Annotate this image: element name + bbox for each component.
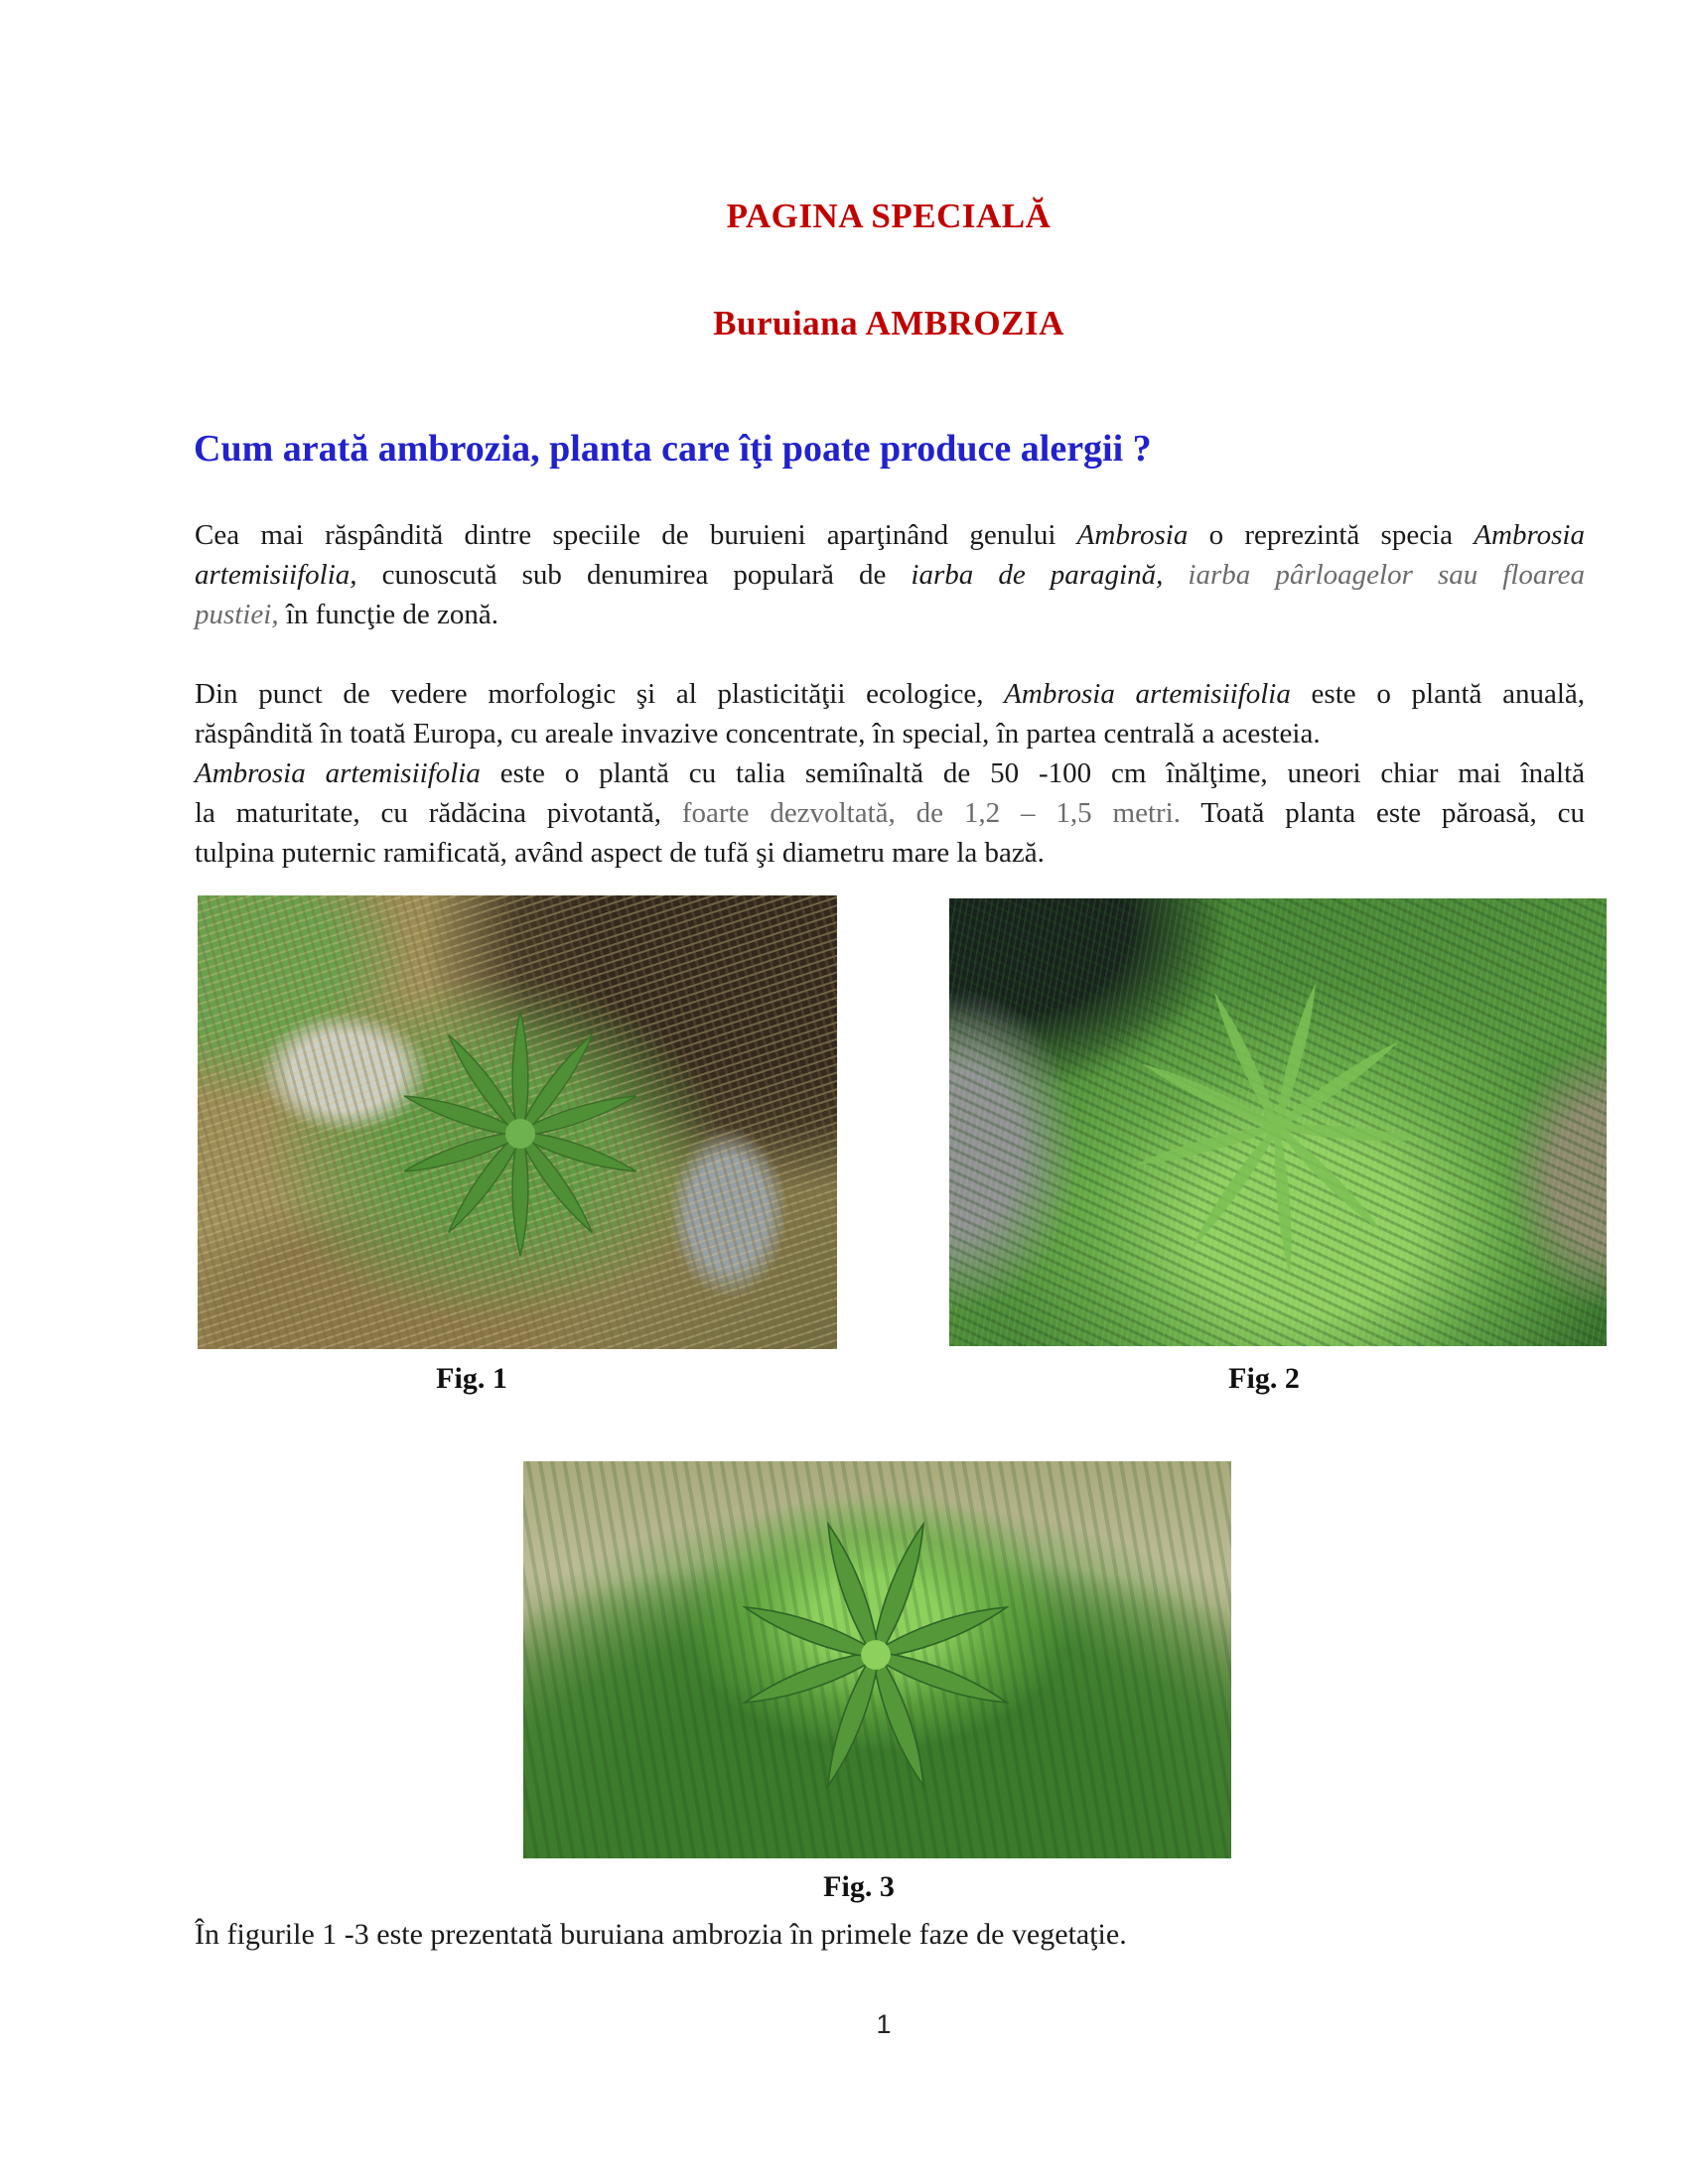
- text-line: la maturitate, cu rădăcina pivotantă, foarte dezvoltată, de 1,2 – 1,5 metri. Toată planta este păroasă, cu: [195, 797, 1585, 829]
- figure-2-photo: [949, 898, 1607, 1346]
- closing-paragraph: În figurile 1 -3 este prezentată buruiana ambrozia în primele faze de vegetaţie.: [195, 1918, 1127, 1951]
- section-heading: Cum arată ambrozia, planta care îţi poate produce alergii ?: [194, 428, 1152, 470]
- text-line: Din punct de vedere morfologic şi al plasticităţii ecologice, Ambrosia artemisiifolia este o plantă anuală,: [195, 678, 1585, 710]
- figure-1-caption: Fig. 1: [436, 1362, 507, 1395]
- page-number: 1: [876, 2009, 892, 2039]
- text-line: artemisiifolia, cunoscută sub denumirea populară de iarba de paragină, iarba pârloagelor sau floarea: [195, 559, 1585, 591]
- page-title: PAGINA SPECIALĂ: [726, 197, 1052, 235]
- figure-3-caption: Fig. 3: [823, 1870, 895, 1903]
- page-subtitle: Buruiana AMBROZIA: [713, 304, 1064, 342]
- text-line: Cea mai răspândită dintre speciile de buruieni aparţinând genului Ambrosia o reprezintă specia Ambrosia: [195, 519, 1585, 551]
- text-line: tulpina puternic ramificată, având aspect de tufă şi diametru mare la bază.: [195, 837, 1045, 869]
- paragraph-2: [195, 674, 1585, 873]
- figure-3-photo: [523, 1461, 1231, 1858]
- text-line: răspândită în toată Europa, cu areale invazive concentrate, în special, în partea centrală a acesteia.: [195, 718, 1321, 750]
- text-line: Ambrosia artemisiifolia este o plantă cu talia semiînaltă de 50 -100 cm înălţime, uneori chiar mai înaltă: [195, 757, 1585, 789]
- figure-2-caption: Fig. 2: [1228, 1362, 1300, 1395]
- young-ragweed-illustration: [712, 1491, 1040, 1819]
- ragweed-rosette-illustration: [371, 985, 669, 1283]
- text-line: pustiei, în funcţie de zonă.: [195, 599, 499, 630]
- paragraph-1: [195, 515, 1585, 634]
- figure-1-photo: [198, 895, 837, 1349]
- feathery-foliage-illustration: [1108, 958, 1446, 1296]
